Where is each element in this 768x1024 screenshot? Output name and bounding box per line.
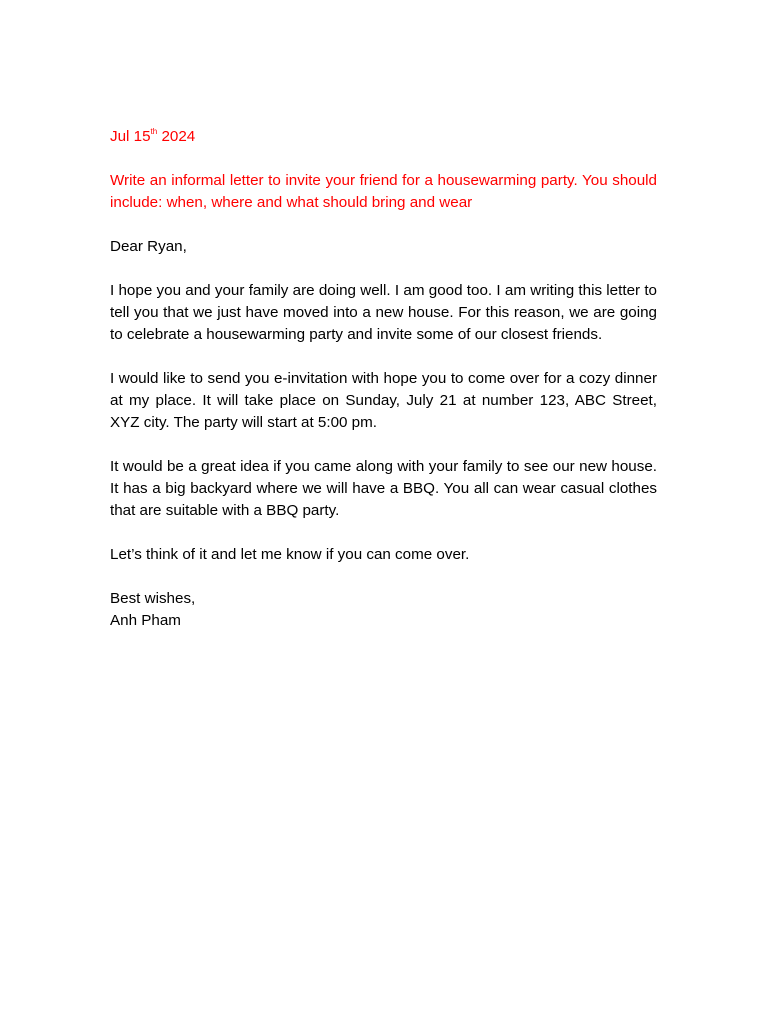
letter-greeting: Dear Ryan, <box>110 238 187 255</box>
letter-closing <box>110 588 657 632</box>
letter-paragraph: It would be a great idea if you came along with your family to see our new house. It has a big backyard where we will have a BBQ. You all can wear casual clothes that are suitable with a BBQ party. <box>110 458 657 519</box>
letter-paragraph: I hope you and your family are doing well. I am good too. I am writing this letter to tell you that we just have moved into a new house. For this reason, we are going to celebrate a housewarming party and invite some of our closest friends. <box>110 282 657 343</box>
letter-sign-off: Best wishes, <box>110 590 196 607</box>
date-month-day: Jul 15 <box>110 128 151 145</box>
date-ordinal-suffix: th <box>150 127 158 136</box>
letter-date <box>110 126 657 148</box>
letter-paragraph: Let’s think of it and let me know if you can come over. <box>110 546 470 563</box>
letter-paragraph: I would like to send you e-invitation with hope you to come over for a cozy dinner at my place. It will take place on Sunday, July 21 at number 123, ABC Street, XYZ city. The party will start at 5:00 pm. <box>110 370 657 431</box>
letter-signature: Anh Pham <box>110 612 181 629</box>
date-year: 2024 <box>161 128 196 145</box>
letter-body <box>110 126 657 632</box>
letter-prompt: Write an informal letter to invite your friend for a housewarming party. You should include: when, where and what should bring and wear <box>110 172 657 211</box>
